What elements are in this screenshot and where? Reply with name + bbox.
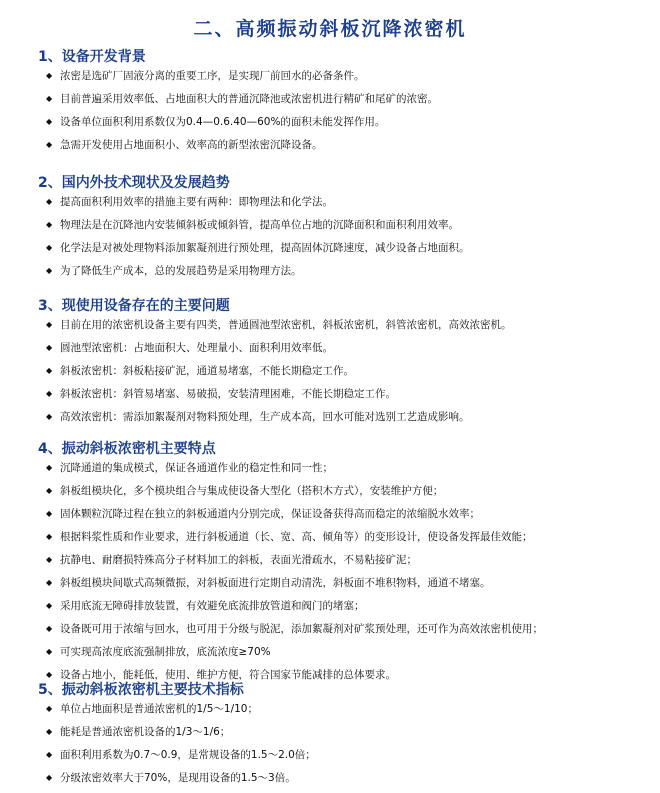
item-text: 提高面积利用效率的措施主要有两种：即物理法和化学法。 [60, 196, 333, 208]
list-item [46, 217, 660, 240]
bullet-list [0, 317, 660, 432]
item-text: 斜板组模块间歇式高频微振，对斜板面进行定期自动清洗，斜板面不堆积物料，通道不堵塞。 [60, 577, 491, 589]
diamond-bullet-icon: ◆ [46, 704, 53, 713]
list-item [46, 747, 660, 770]
list-item [46, 483, 660, 506]
list-item [46, 114, 660, 137]
diamond-bullet-icon: ◆ [46, 555, 53, 564]
item-text: 抗静电、耐磨损特殊高分子材料加工的斜板，表面光滑疏水，不易粘接矿泥； [60, 554, 417, 566]
diamond-bullet-icon: ◆ [46, 486, 53, 495]
section-main-features [0, 440, 660, 690]
item-text: 沉降通道的集成模式，保证各通道作业的稳定性和同一性； [60, 462, 333, 474]
item-text: 采用底流无障碍排放装置，有效避免底流排放管道和阀门的堵塞； [60, 600, 365, 612]
section-heading: 2、国内外技术现状及发展趋势 [38, 175, 230, 191]
diamond-bullet-icon: ◆ [46, 197, 53, 206]
list-item [46, 724, 660, 747]
section-heading: 1、设备开发背景 [38, 49, 146, 65]
section-technology-status [0, 174, 660, 286]
page-title: 二、高频振动斜板沉降浓密机 [193, 18, 467, 40]
diamond-bullet-icon: ◆ [46, 727, 53, 736]
diamond-bullet-icon: ◆ [46, 750, 53, 759]
item-text: 急需开发使用占地面积小、效率高的新型浓密沉降设备。 [60, 139, 323, 151]
diamond-bullet-icon: ◆ [46, 509, 53, 518]
list-item [46, 340, 660, 363]
diamond-bullet-icon: ◆ [46, 578, 53, 587]
diamond-bullet-icon: ◆ [46, 624, 53, 633]
item-text: 固体颗粒沉降过程在独立的斜板通道内分别完成，保证设备获得高而稳定的浓缩脱水效率； [60, 508, 480, 520]
diamond-bullet-icon: ◆ [46, 773, 53, 782]
list-item [46, 598, 660, 621]
diamond-bullet-icon: ◆ [46, 140, 53, 149]
diamond-bullet-icon: ◆ [46, 412, 53, 421]
list-item [46, 317, 660, 340]
diamond-bullet-icon: ◆ [46, 320, 53, 329]
item-text: 能耗是普通浓密机设备的1/3～1/6； [60, 726, 231, 738]
list-item [46, 240, 660, 263]
list-item [46, 409, 660, 432]
diamond-bullet-icon: ◆ [46, 117, 53, 126]
diamond-bullet-icon: ◆ [46, 243, 53, 252]
item-text: 设备占地小，能耗低，使用、维护方便，符合国家节能减排的总体要求。 [60, 669, 396, 681]
section-development-background [0, 48, 660, 160]
diamond-bullet-icon: ◆ [46, 71, 53, 80]
list-item [46, 460, 660, 483]
item-text: 斜板浓密机：斜板粘接矿泥，通道易堵塞，不能长期稳定工作。 [60, 365, 354, 377]
list-item [46, 644, 660, 667]
item-text: 斜板组模块化，多个模块组合与集成使设备大型化（搭积木方式），安装维护方便； [60, 485, 444, 497]
list-item [46, 770, 660, 793]
list-item [46, 363, 660, 386]
item-text: 目前普遍采用效率低、占地面积大的普通沉降池或浓密机进行精矿和尾矿的浓密。 [60, 93, 438, 105]
section-heading: 5、振动斜板浓密机主要技术指标 [38, 682, 244, 698]
item-text: 设备既可用于浓缩与回水，也可用于分级与脱泥，添加絮凝剂对矿浆预处理，还可作为高效浓密机使用； [60, 623, 543, 635]
diamond-bullet-icon: ◆ [46, 220, 53, 229]
item-text: 单位占地面积是普通浓密机的1/5～1/10； [60, 703, 258, 715]
diamond-bullet-icon: ◆ [46, 94, 53, 103]
bullet-list [0, 460, 660, 690]
diamond-bullet-icon: ◆ [46, 266, 53, 275]
list-item [46, 529, 660, 552]
diamond-bullet-icon: ◆ [46, 343, 53, 352]
list-item [46, 701, 660, 724]
item-text: 浓密是选矿厂固液分离的重要工序，是实现厂前回水的必备条件。 [60, 70, 365, 82]
section-technical-indicators [0, 681, 660, 793]
section-heading: 3、现使用设备存在的主要问题 [38, 298, 230, 314]
list-item [46, 386, 660, 409]
bullet-list [0, 701, 660, 793]
list-item [46, 68, 660, 91]
item-text: 面积利用系数为0.7～0.9，是常规设备的1.5～2.0倍； [60, 749, 316, 761]
bullet-list [0, 194, 660, 286]
diamond-bullet-icon: ◆ [46, 670, 53, 679]
bullet-list [0, 68, 660, 160]
list-item [46, 506, 660, 529]
diamond-bullet-icon: ◆ [46, 389, 53, 398]
list-item [46, 552, 660, 575]
list-item [46, 575, 660, 598]
item-text: 斜板浓密机：斜管易堵塞、易破损，安装清理困难，不能长期稳定工作。 [60, 388, 396, 400]
item-text: 圆池型浓密机：占地面积大、处理量小、面积利用效率低。 [60, 342, 333, 354]
list-item [46, 621, 660, 644]
diamond-bullet-icon: ◆ [46, 366, 53, 375]
diamond-bullet-icon: ◆ [46, 601, 53, 610]
diamond-bullet-icon: ◆ [46, 647, 53, 656]
item-text: 化学法是对被处理物料添加絮凝剂进行预处理，提高固体沉降速度，减少设备占地面积。 [60, 242, 470, 254]
item-text: 分级浓密效率大于70%，是现用设备的1.5～3倍。 [60, 772, 296, 784]
item-text: 为了降低生产成本，总的发展趋势是采用物理方法。 [60, 265, 302, 277]
list-item [46, 263, 660, 286]
item-text: 可实现高浓度底流强制排放，底流浓度≥70% [60, 646, 271, 658]
section-existing-problems [0, 297, 660, 432]
diamond-bullet-icon: ◆ [46, 532, 53, 541]
section-heading: 4、振动斜板浓密机主要特点 [38, 441, 216, 457]
item-text: 根据料浆性质和作业要求，进行斜板通道（长、宽、高、倾角等）的变形设计，使设备发挥最佳效能； [60, 531, 533, 543]
list-item [46, 137, 660, 160]
item-text: 物理法是在沉降池内安装倾斜板或倾斜管，提高单位占地的沉降面积和面积利用效率。 [60, 219, 459, 231]
item-text: 目前在用的浓密机设备主要有四类，普通圆池型浓密机，斜板浓密机，斜管浓密机，高效浓密机。 [60, 319, 512, 331]
list-item [46, 91, 660, 114]
diamond-bullet-icon: ◆ [46, 463, 53, 472]
item-text: 设备单位面积利用系数仅为0.4—0.6.40—60%的面积未能发挥作用。 [60, 116, 386, 128]
list-item [46, 194, 660, 217]
item-text: 高效浓密机：需添加絮凝剂对物料预处理，生产成本高，回水可能对选别工艺造成影响。 [60, 411, 470, 423]
